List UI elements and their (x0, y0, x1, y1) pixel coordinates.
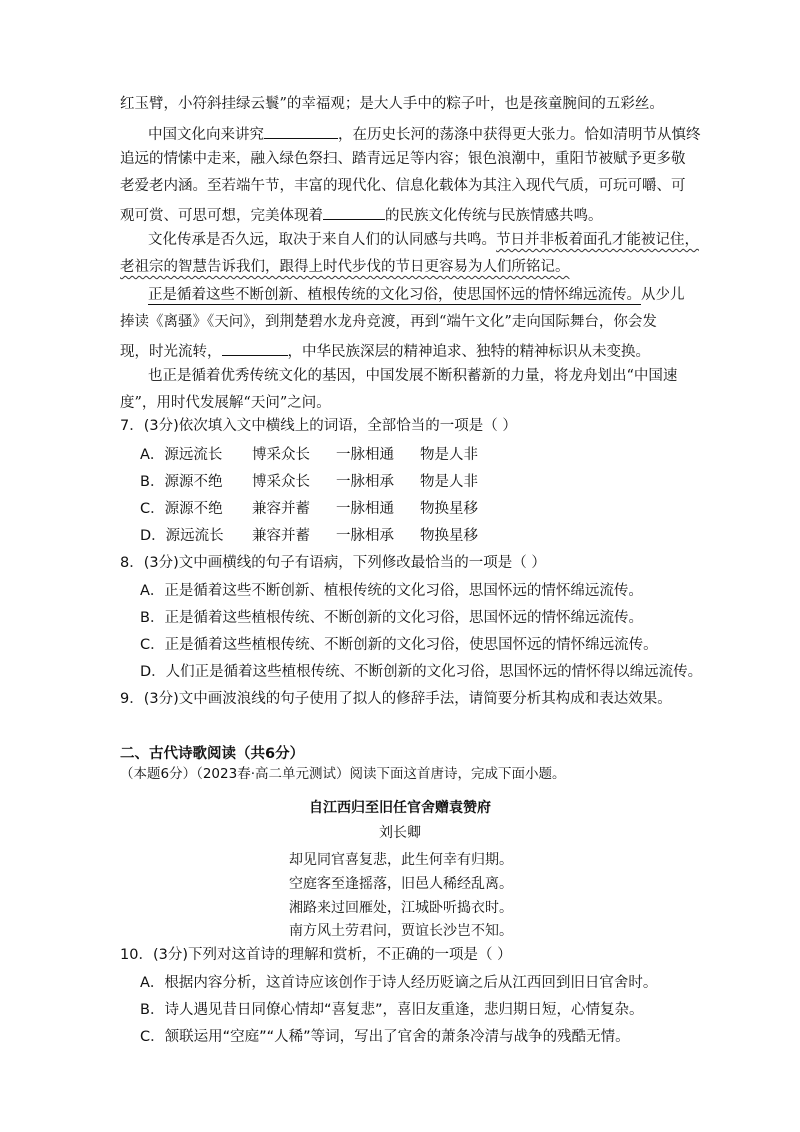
question-8-option-a[interactable]: A．正是循着这些不断创新、植根传统的文化习俗，思国怀远的情怀绵远流传。 (140, 583, 643, 599)
question-8-option-c[interactable]: C．正是循着这些植根传统、不断创新的文化习俗，使思国怀远的情怀绵远流传。 (140, 637, 658, 653)
passage-line (120, 257, 570, 277)
fill-blank-3 (222, 339, 288, 356)
passage-line: 捧读《离骚》《天问》，到荆楚碧水龙舟竞渡，再到“端午文化”走向国际舞台，你会发 (120, 314, 657, 330)
question-8-stem: 8．(3分)文中画横线的句子有语病，下列修改最恰当的一项是（ ） (120, 555, 546, 571)
poem-line: 却见同官喜复悲，此生何幸有归期。 (289, 852, 513, 868)
question-9-stem: 9．(3分)文中画波浪线的句子使用了拟人的修辞手法，请简要分析其构成和表达效果。 (120, 691, 672, 707)
question-10-option-c[interactable]: C．颔联运用“空庭”“人稀”等词，写出了官舍的萧条冷清与战争的残酷无情。 (140, 1029, 630, 1045)
section-heading: 二、古代诗歌阅读（共6分） (120, 746, 305, 762)
passage-line: 观可赏、可思可想，完美体现着 的民族文化传统与民族情感共鸣。 (120, 203, 603, 226)
poem-author: 刘长卿 (379, 825, 421, 841)
passage-line: 中国文化向来讲究 ，在历史长河的荡涤中获得更大张力。恰如清明节从慎终 (148, 122, 701, 145)
question-7-option-b[interactable]: B．源源不绝 博采众长 一脉相承 物是人非 (140, 474, 478, 490)
passage-line: 正是循着这些不断创新、植根传统的文化习俗，使思国怀远的情怀绵远流传。从少儿 (148, 287, 685, 303)
passage-line: 老爱老内涵。至若端午节，丰富的现代化、信息化载体为其注入现代气质，可玩可嚼、可 (120, 178, 686, 194)
fill-blank-2 (323, 203, 385, 220)
underlined-sentence: 正是循着这些不断创新、植根传统的文化习俗，使思国怀远的情怀绵远流传。 (148, 287, 641, 303)
question-10-option-a[interactable]: A．根据内容分析，这首诗应该创作于诗人经历贬谪之后从江西回到旧日官舍时。 (140, 975, 658, 991)
question-7-option-a[interactable]: A．源远流长 博采众长 一脉相通 物是人非 (140, 447, 478, 463)
question-8-option-b[interactable]: B．正是循着这些植根传统、不断创新的文化习俗，思国怀远的情怀绵远流传。 (140, 610, 643, 626)
passage-line: 现，时光流转， ，中华民族深层的精神追求、独特的精神标识从未变换。 (120, 339, 650, 362)
passage-line: 文化传承是否久远，取决于来自人们的认同感与共鸣。节日并非板着面孔才能被记住， (148, 232, 699, 248)
question-10-option-b[interactable]: B．诗人遇见昔日同僚心情却“喜复悲”，喜旧友重逢，悲归期日短，心情复杂。 (140, 1002, 644, 1018)
passage-line: 度”，用时代发展解“天问”之问。 (120, 395, 331, 411)
passage-line: 追远的情愫中走来，融入绿色祭扫、踏青远足等内容；银色浪潮中，重阳节被赋予更多敬 (120, 151, 686, 167)
question-10-stem: 10．(3分)下列对这首诗的理解和赏析，不正确的一项是（ ） (120, 947, 512, 963)
poem-line: 空庭客至逢摇落，旧邑人稀经乱离。 (289, 876, 513, 892)
passage-line: 也正是循着优秀传统文化的基因，中国发展不断积蓄新的力量，将龙舟划出“中国速 (148, 368, 678, 384)
section-intro: （本题6分）（2023春·高二单元测试）阅读下面这首唐诗，完成下面小题。 (120, 766, 566, 782)
question-8-option-d[interactable]: D．人们正是循着这些植根传统、不断创新的文化习俗，思国怀远的情怀得以绵远流传。 (140, 664, 703, 680)
question-7-stem: 7．(3分)依次填入文中横线上的词语，全部恰当的一项是（ ） (120, 418, 517, 434)
question-7-option-c[interactable]: C．源源不绝 兼容并蓄 一脉相通 物换星移 (140, 501, 478, 517)
fill-blank-1 (264, 122, 338, 139)
wavy-underlined-sentence: 老祖宗的智慧告诉我们，跟得上时代步伐的节日更容易为人们所铭记。 (120, 259, 570, 275)
poem-line: 湘路来过回雁处，江城卧听捣衣时。 (289, 900, 513, 916)
passage-line: 红玉臂，小符斜挂绿云鬟”的幸福观；是大人手中的粽子叶，也是孩童腕间的五彩丝。 (120, 96, 664, 112)
poem-line: 南方风土劳君问，贾谊长沙岂不知。 (289, 923, 513, 939)
poem-title: 自江西归至旧任官舍赠袁赞府 (309, 800, 491, 816)
wavy-underlined-sentence: 节日并非板着面孔才能被记住， (496, 232, 699, 248)
question-7-option-d[interactable]: D．源远流长 兼容并蓄 一脉相承 物换星移 (140, 528, 478, 544)
